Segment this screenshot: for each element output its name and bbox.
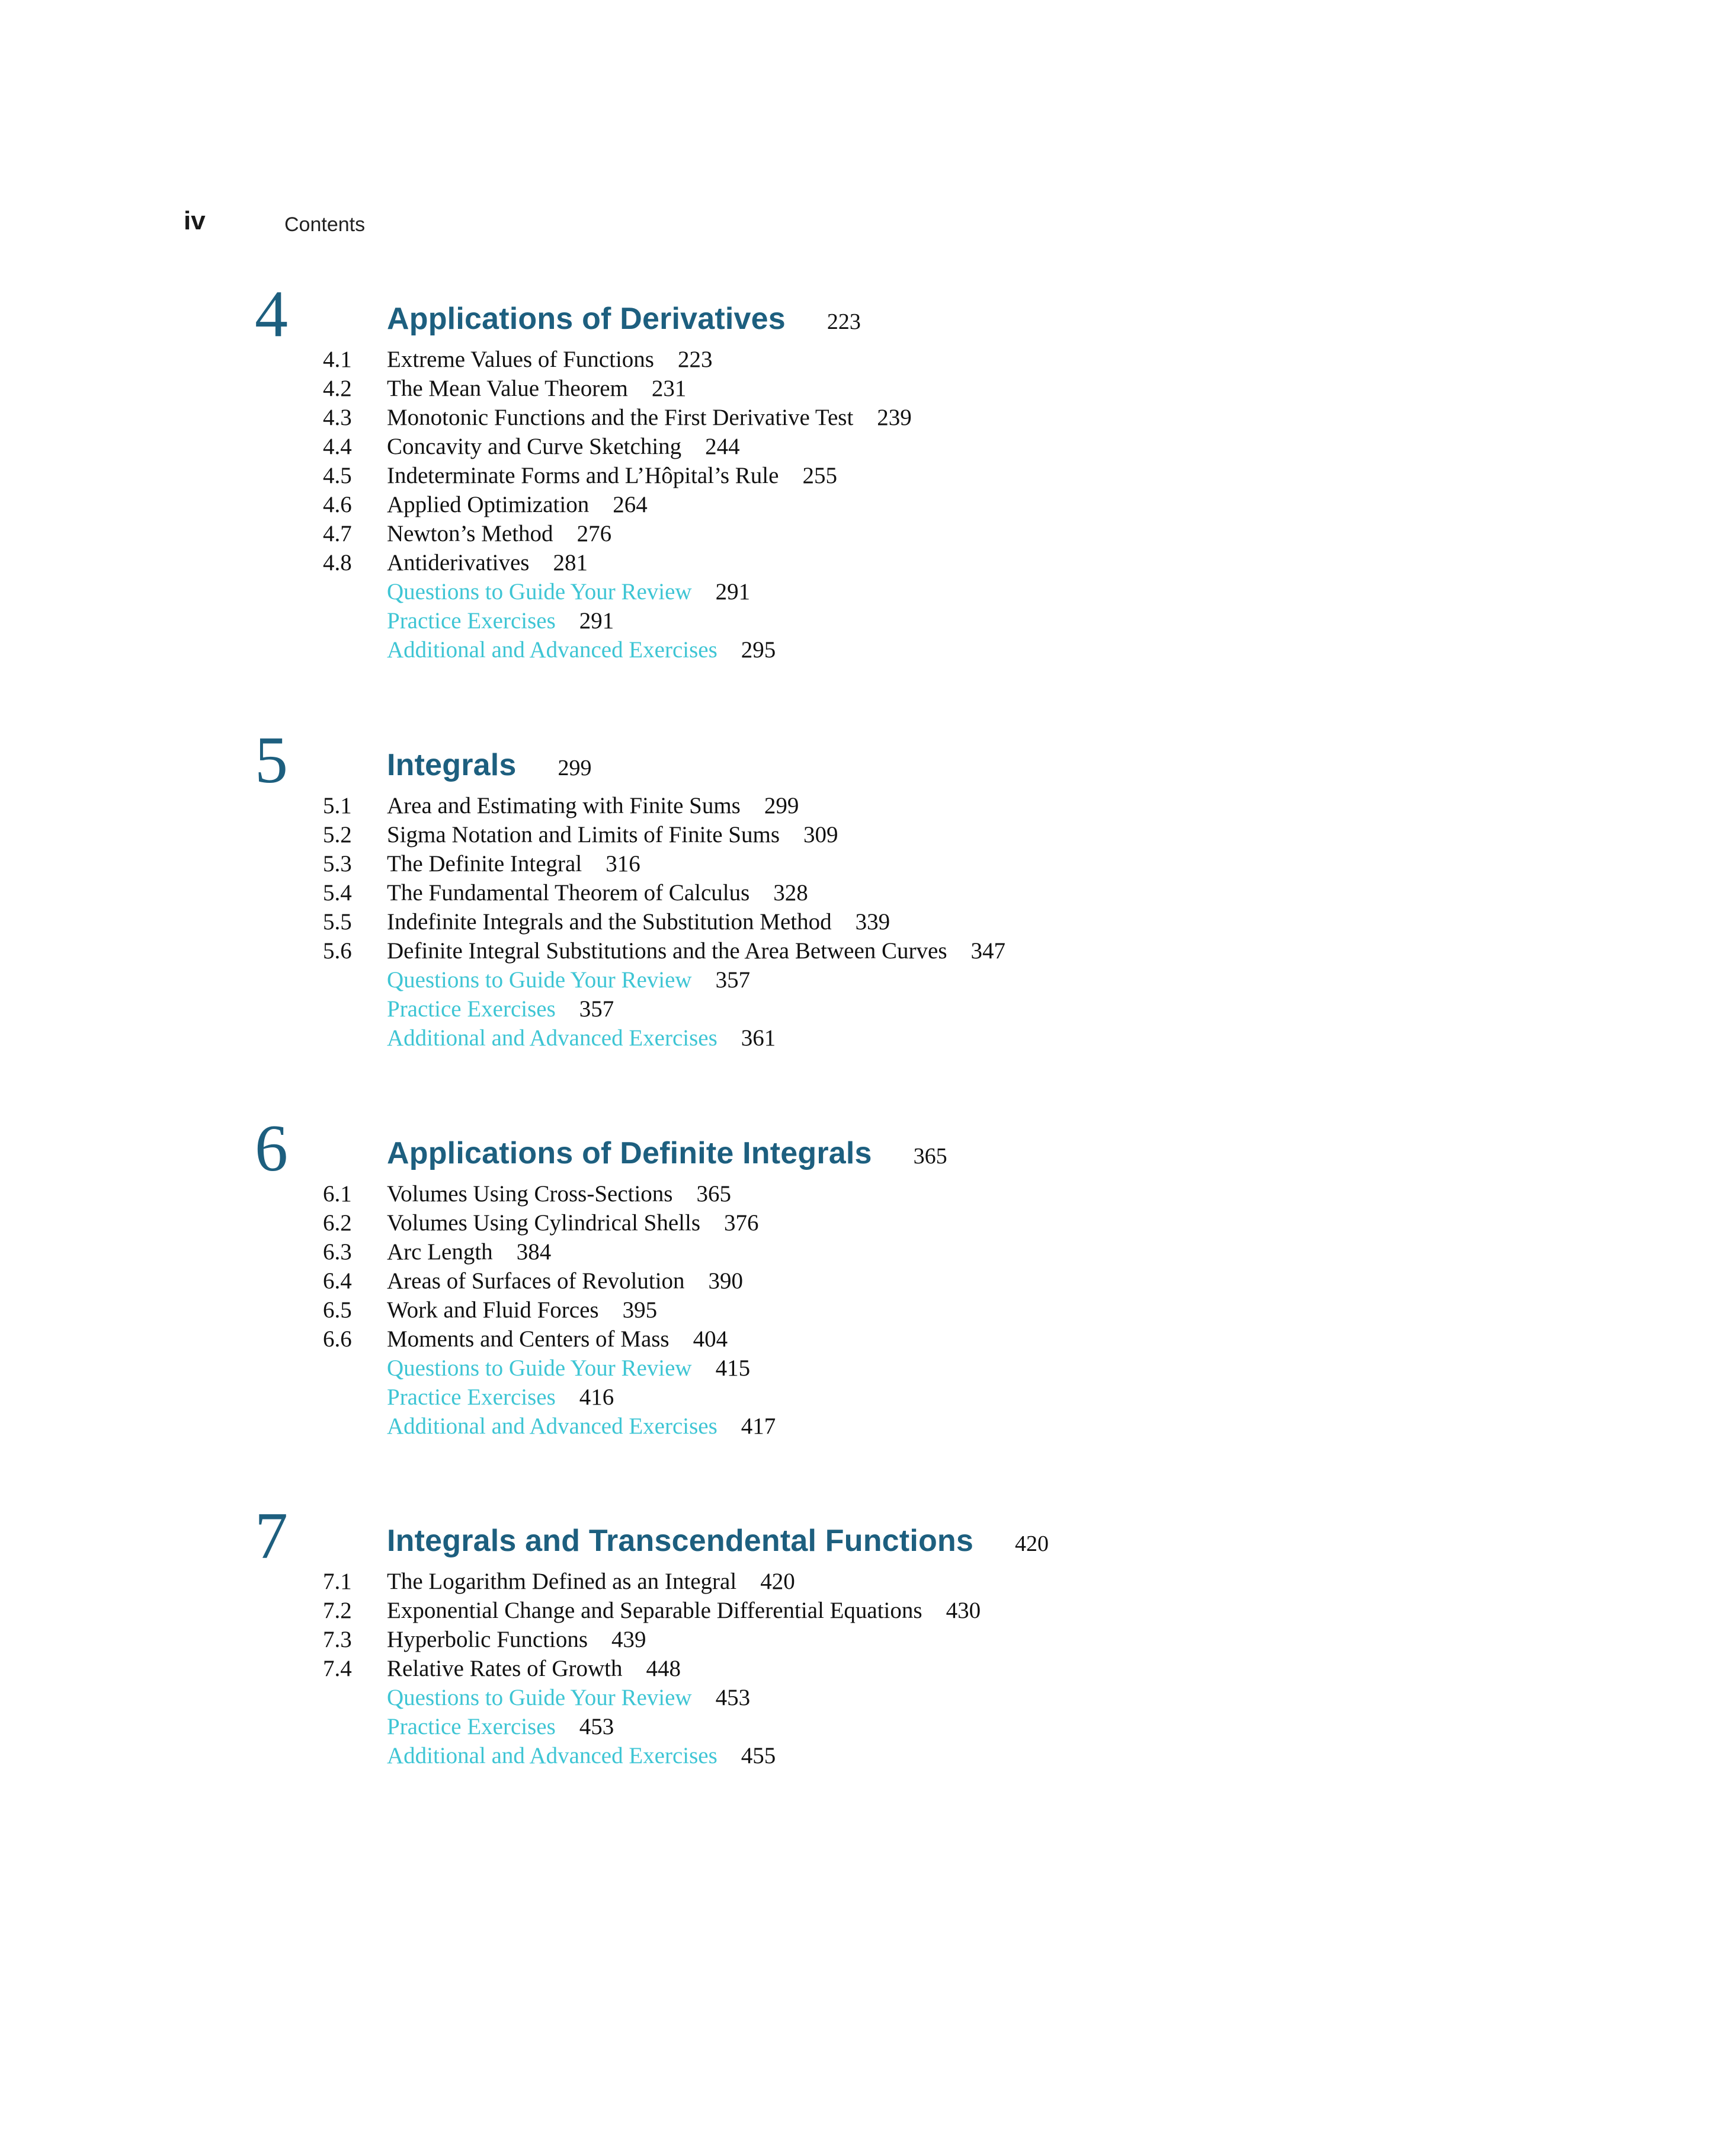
toc-entry[interactable] xyxy=(0,1625,1733,1654)
review-title: Practice Exercises xyxy=(387,1714,556,1739)
section-title: Volumes Using Cylindrical Shells xyxy=(387,1210,701,1236)
chapter-heading[interactable] xyxy=(387,1135,947,1171)
section-title: Exponential Change and Separable Differential Equations xyxy=(387,1598,922,1623)
toc-entry[interactable] xyxy=(0,1237,1733,1266)
toc-entry[interactable] xyxy=(0,374,1733,403)
section-list xyxy=(0,1567,1733,1770)
section-title: Extreme Values of Functions xyxy=(387,347,654,372)
toc-entry[interactable] xyxy=(0,907,1733,936)
page-folio: iv xyxy=(184,206,206,235)
section-number: 6.1 xyxy=(323,1181,352,1207)
toc-entry[interactable] xyxy=(0,403,1733,432)
section-number: 6.2 xyxy=(323,1210,352,1236)
section-list xyxy=(0,791,1733,1053)
section-number: 6.5 xyxy=(323,1297,352,1323)
chapter-heading[interactable] xyxy=(387,301,861,337)
section-number: 4.6 xyxy=(323,492,352,517)
section-page-number: 420 xyxy=(760,1569,795,1594)
review-title: Additional and Advanced Exercises xyxy=(387,1025,717,1051)
review-entry[interactable] xyxy=(0,1712,1733,1741)
section-page-number: 347 xyxy=(970,938,1006,964)
section-number: 7.1 xyxy=(323,1569,352,1594)
section-number: 7.4 xyxy=(323,1656,352,1681)
review-title: Questions to Guide Your Review xyxy=(387,579,692,604)
section-list xyxy=(0,345,1733,664)
section-page-number: 365 xyxy=(696,1181,731,1207)
section-title: Definite Integral Substitutions and the Area Between Curves xyxy=(387,938,947,964)
running-title: Contents xyxy=(284,213,366,236)
section-page-number: 339 xyxy=(855,909,890,935)
review-entry[interactable] xyxy=(0,1023,1733,1053)
toc-entry[interactable] xyxy=(0,820,1733,849)
review-page-number: 361 xyxy=(741,1025,776,1051)
review-page-number: 415 xyxy=(715,1355,751,1381)
review-title: Additional and Advanced Exercises xyxy=(387,637,717,663)
section-page-number: 255 xyxy=(802,463,837,488)
section-page-number: 448 xyxy=(646,1656,681,1681)
section-number: 4.8 xyxy=(323,550,352,575)
review-title: Additional and Advanced Exercises xyxy=(387,1743,717,1768)
toc-entry[interactable] xyxy=(0,1295,1733,1325)
section-page-number: 231 xyxy=(651,376,687,401)
section-title: Antiderivatives xyxy=(387,550,530,575)
review-page-number: 291 xyxy=(715,579,751,604)
review-page-number: 417 xyxy=(741,1413,776,1439)
chapter-page-number: 223 xyxy=(827,309,861,334)
section-number: 5.4 xyxy=(323,880,352,906)
section-page-number: 439 xyxy=(611,1627,646,1652)
review-page-number: 291 xyxy=(579,608,614,634)
toc-entry[interactable] xyxy=(0,548,1733,577)
section-page-number: 430 xyxy=(946,1598,981,1623)
review-entry[interactable] xyxy=(0,1354,1733,1383)
section-page-number: 384 xyxy=(516,1239,552,1265)
chapter-heading[interactable] xyxy=(387,1523,1049,1559)
toc-entry[interactable] xyxy=(0,432,1733,461)
toc-entry[interactable] xyxy=(0,1266,1733,1295)
review-page-number: 455 xyxy=(741,1743,776,1768)
toc-entry[interactable] xyxy=(0,878,1733,907)
section-title: The Mean Value Theorem xyxy=(387,376,628,401)
section-number: 5.1 xyxy=(323,793,352,818)
section-title: Hyperbolic Functions xyxy=(387,1627,588,1652)
review-entry[interactable] xyxy=(0,577,1733,606)
section-page-number: 395 xyxy=(622,1297,658,1323)
section-title: Monotonic Functions and the First Derivative Test xyxy=(387,405,854,430)
section-number: 4.5 xyxy=(323,463,352,488)
toc-entry[interactable] xyxy=(0,490,1733,519)
section-title: Volumes Using Cross-Sections xyxy=(387,1181,673,1207)
toc-entry[interactable] xyxy=(0,936,1733,965)
chapter-number: 5 xyxy=(255,724,288,797)
chapter-page-number: 299 xyxy=(558,756,592,780)
section-title: The Fundamental Theorem of Calculus xyxy=(387,880,750,906)
toc-entry[interactable] xyxy=(0,1596,1733,1625)
review-entry[interactable] xyxy=(0,965,1733,994)
review-entry[interactable] xyxy=(0,1741,1733,1770)
section-title: The Logarithm Defined as an Integral xyxy=(387,1569,737,1594)
chapter-number: 7 xyxy=(255,1499,288,1573)
section-number: 4.3 xyxy=(323,405,352,430)
section-page-number: 376 xyxy=(724,1210,759,1236)
section-list xyxy=(0,1179,1733,1441)
review-page-number: 295 xyxy=(741,637,776,663)
section-number: 4.4 xyxy=(323,434,352,459)
section-page-number: 316 xyxy=(606,851,640,877)
section-title: Newton’s Method xyxy=(387,521,553,546)
chapter-title: Applications of Definite Integrals xyxy=(387,1136,872,1170)
review-title: Questions to Guide Your Review xyxy=(387,1685,692,1710)
review-title: Questions to Guide Your Review xyxy=(387,967,692,993)
review-page-number: 453 xyxy=(715,1685,751,1710)
section-number: 5.3 xyxy=(323,851,352,877)
section-page-number: 390 xyxy=(708,1268,744,1294)
section-title: Area and Estimating with Finite Sums xyxy=(387,793,741,818)
toc-entry[interactable] xyxy=(0,1654,1733,1683)
section-page-number: 281 xyxy=(553,550,588,575)
section-title: Work and Fluid Forces xyxy=(387,1297,599,1323)
review-page-number: 416 xyxy=(579,1384,614,1410)
section-page-number: 404 xyxy=(693,1326,728,1352)
section-page-number: 244 xyxy=(705,434,740,459)
section-number: 6.6 xyxy=(323,1326,352,1352)
toc-entry[interactable] xyxy=(0,1208,1733,1237)
section-number: 4.2 xyxy=(323,376,352,401)
chapter-page-number: 365 xyxy=(913,1144,947,1169)
section-number: 7.3 xyxy=(323,1627,352,1652)
toc-entry[interactable] xyxy=(0,849,1733,878)
review-title: Additional and Advanced Exercises xyxy=(387,1413,717,1439)
toc-entry[interactable] xyxy=(0,1325,1733,1354)
chapter-title: Applications of Derivatives xyxy=(387,302,786,336)
review-entry[interactable] xyxy=(0,994,1733,1023)
toc-entry[interactable] xyxy=(0,345,1733,374)
chapter-heading[interactable] xyxy=(387,747,592,783)
section-title: Indeterminate Forms and L’Hôpital’s Rule xyxy=(387,463,779,488)
section-number: 5.2 xyxy=(323,822,352,847)
section-title: Indefinite Integrals and the Substitution Method xyxy=(387,909,832,935)
section-number: 5.5 xyxy=(323,909,352,935)
section-number: 6.4 xyxy=(323,1268,352,1294)
review-title: Practice Exercises xyxy=(387,1384,556,1410)
section-title: Concavity and Curve Sketching xyxy=(387,434,682,459)
section-page-number: 328 xyxy=(773,880,808,906)
toc-entry[interactable] xyxy=(0,791,1733,820)
toc-entry[interactable] xyxy=(0,519,1733,548)
review-entry[interactable] xyxy=(0,635,1733,664)
section-page-number: 276 xyxy=(576,521,612,546)
section-number: 4.1 xyxy=(323,347,352,372)
section-number: 4.7 xyxy=(323,521,352,546)
section-page-number: 223 xyxy=(677,347,713,372)
review-title: Practice Exercises xyxy=(387,996,556,1022)
toc-entry[interactable] xyxy=(0,461,1733,490)
chapter-page-number: 420 xyxy=(1015,1531,1049,1556)
section-title: Areas of Surfaces of Revolution xyxy=(387,1268,685,1294)
section-number: 7.2 xyxy=(323,1598,352,1623)
section-number: 5.6 xyxy=(323,938,352,964)
chapter-title: Integrals and Transcendental Functions xyxy=(387,1524,974,1558)
toc-entry[interactable] xyxy=(0,1179,1733,1208)
section-title: Arc Length xyxy=(387,1239,493,1265)
toc-entry[interactable] xyxy=(0,1567,1733,1596)
review-page-number: 357 xyxy=(579,996,614,1022)
section-title: The Definite Integral xyxy=(387,851,582,877)
section-page-number: 239 xyxy=(877,405,912,430)
section-title: Relative Rates of Growth xyxy=(387,1656,623,1681)
section-title: Applied Optimization xyxy=(387,492,590,517)
review-entry[interactable] xyxy=(0,1683,1733,1712)
review-title: Questions to Guide Your Review xyxy=(387,1355,692,1381)
review-entry[interactable] xyxy=(0,1412,1733,1441)
review-entry[interactable] xyxy=(0,1383,1733,1412)
section-page-number: 299 xyxy=(764,793,799,818)
section-page-number: 264 xyxy=(613,492,648,517)
chapter-title: Integrals xyxy=(387,748,517,782)
section-title: Sigma Notation and Limits of Finite Sums xyxy=(387,822,780,847)
chapter-number: 6 xyxy=(255,1112,288,1185)
review-title: Practice Exercises xyxy=(387,608,556,634)
review-entry[interactable] xyxy=(0,606,1733,635)
review-page-number: 357 xyxy=(715,967,751,993)
chapter-number: 4 xyxy=(255,277,288,351)
review-page-number: 453 xyxy=(579,1714,614,1739)
section-title: Moments and Centers of Mass xyxy=(387,1326,670,1352)
section-number: 6.3 xyxy=(323,1239,352,1265)
section-page-number: 309 xyxy=(803,822,838,847)
